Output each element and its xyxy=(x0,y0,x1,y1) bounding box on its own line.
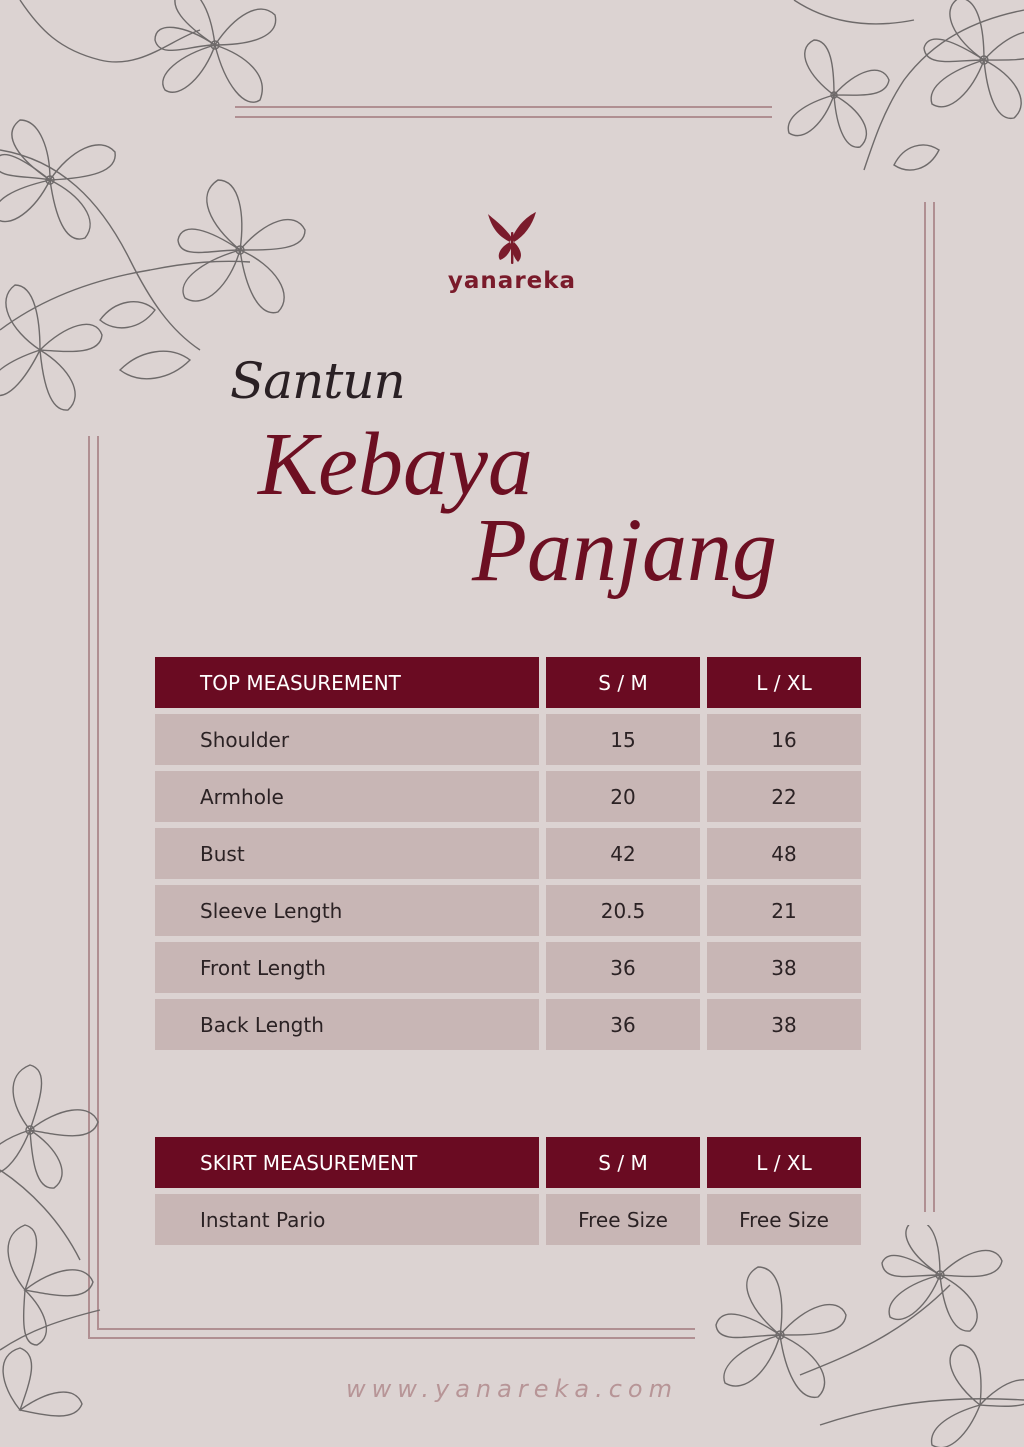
cell-lxl: 48 xyxy=(707,828,861,879)
cell-lxl: 38 xyxy=(707,942,861,993)
butterfly-logo-icon xyxy=(486,208,538,266)
row-label: Bust xyxy=(155,828,539,879)
cell-sm: 20 xyxy=(546,771,700,822)
cell-lxl: 38 xyxy=(707,999,861,1050)
row-label: Sleeve Length xyxy=(155,885,539,936)
title-script: Santun xyxy=(230,352,405,410)
floral-top-right-decoration xyxy=(774,0,1024,200)
row-label: Back Length xyxy=(155,999,539,1050)
header-size-lxl: L / XL xyxy=(707,657,861,708)
frame-bottom-line-2 xyxy=(88,1337,695,1339)
header-measurement: TOP MEASUREMENT xyxy=(155,657,539,708)
header-size-sm: S / M xyxy=(546,657,700,708)
cell-sm: 36 xyxy=(546,942,700,993)
cell-lxl: 16 xyxy=(707,714,861,765)
table-row xyxy=(155,828,861,879)
cell-lxl: 21 xyxy=(707,885,861,936)
table-row xyxy=(155,999,861,1050)
table-header-row xyxy=(155,657,861,708)
cell-lxl: Free Size xyxy=(707,1194,861,1245)
row-label: Front Length xyxy=(155,942,539,993)
title-line-2: Panjang xyxy=(472,501,777,600)
table-row xyxy=(155,942,861,993)
table-row xyxy=(155,885,861,936)
skirt-measurement-table xyxy=(148,1131,868,1251)
frame-bottom-line-1 xyxy=(97,1328,695,1330)
brand-logo xyxy=(446,208,578,294)
floral-bottom-right-decoration xyxy=(700,1225,1024,1447)
cell-sm: 42 xyxy=(546,828,700,879)
cell-sm: 15 xyxy=(546,714,700,765)
cell-sm: 36 xyxy=(546,999,700,1050)
header-measurement: SKIRT MEASUREMENT xyxy=(155,1137,539,1188)
frame-right-line-1 xyxy=(924,202,926,1212)
header-size-lxl: L / XL xyxy=(707,1137,861,1188)
row-label: Armhole xyxy=(155,771,539,822)
table-row xyxy=(155,1194,861,1245)
table-header-row xyxy=(155,1137,861,1188)
row-label: Instant Pario xyxy=(155,1194,539,1245)
cell-lxl: 22 xyxy=(707,771,861,822)
title-line-1: Kebaya xyxy=(258,415,533,514)
table-row xyxy=(155,771,861,822)
table-row xyxy=(155,714,861,765)
row-label: Shoulder xyxy=(155,714,539,765)
header-size-sm: S / M xyxy=(546,1137,700,1188)
cell-sm: 20.5 xyxy=(546,885,700,936)
brand-name: yanareka xyxy=(447,268,577,294)
frame-right-line-2 xyxy=(933,202,935,1212)
website-url[interactable]: www.yanareka.com xyxy=(346,1375,678,1403)
cell-sm: Free Size xyxy=(546,1194,700,1245)
top-measurement-table xyxy=(148,651,868,1056)
